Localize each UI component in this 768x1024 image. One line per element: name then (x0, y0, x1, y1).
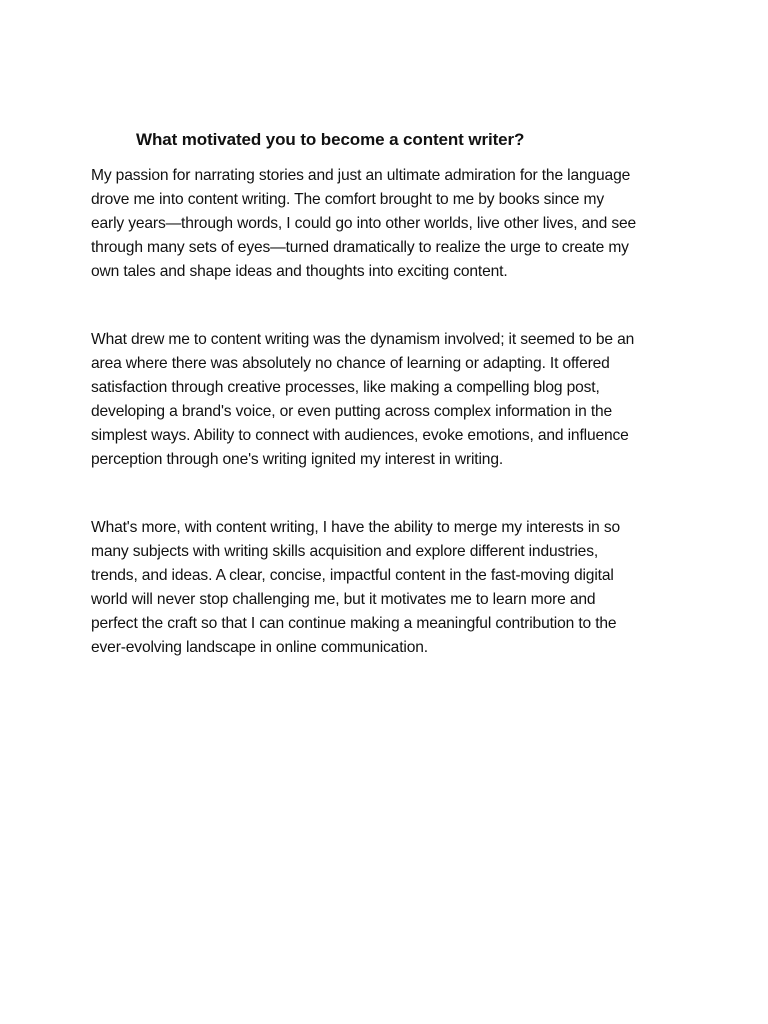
paragraph-line: early years—through words, I could go into other worlds, live other lives, and see (91, 215, 637, 232)
paragraph-line: area where there was absolutely no chance of learning or adapting. It offered (91, 355, 610, 372)
paragraph-line: developing a brand's voice, or even putting across complex information in the (91, 403, 613, 420)
paragraph-line: perception through one's writing ignited my interest in writing. (91, 451, 504, 468)
paragraph-line: through many sets of eyes—turned dramatically to realize the urge to create my (91, 239, 629, 256)
paragraph-line: trends, and ideas. A clear, concise, impactful content in the fast-moving digital (91, 567, 614, 584)
paragraph-line: satisfaction through creative processes, like making a compelling blog post, (91, 379, 600, 396)
paragraph-line: perfect the craft so that I can continue making a meaningful contribution to the (91, 615, 617, 632)
paragraph-1 (91, 164, 681, 284)
paragraph-line: My passion for narrating stories and just an ultimate admiration for the language (91, 167, 631, 184)
paragraph-line: What drew me to content writing was the dynamism involved; it seemed to be an (91, 331, 635, 348)
document-title: What motivated you to become a content writer? (136, 130, 525, 149)
paragraph-line: drove me into content writing. The comfort brought to me by books since my (91, 191, 604, 208)
paragraph-line: ever-evolving landscape in online communication. (91, 639, 428, 656)
paragraph-line: many subjects with writing skills acquisition and explore different industries, (91, 543, 599, 560)
paragraph-line: simplest ways. Ability to connect with audiences, evoke emotions, and influence (91, 427, 629, 444)
paragraph-3 (91, 516, 681, 660)
paragraph-2 (91, 328, 681, 472)
paragraph-line: world will never stop challenging me, but it motivates me to learn more and (91, 591, 596, 608)
paragraph-line: own tales and shape ideas and thoughts into exciting content. (91, 263, 508, 280)
paragraph-line: What's more, with content writing, I have the ability to merge my interests in so (91, 519, 621, 536)
